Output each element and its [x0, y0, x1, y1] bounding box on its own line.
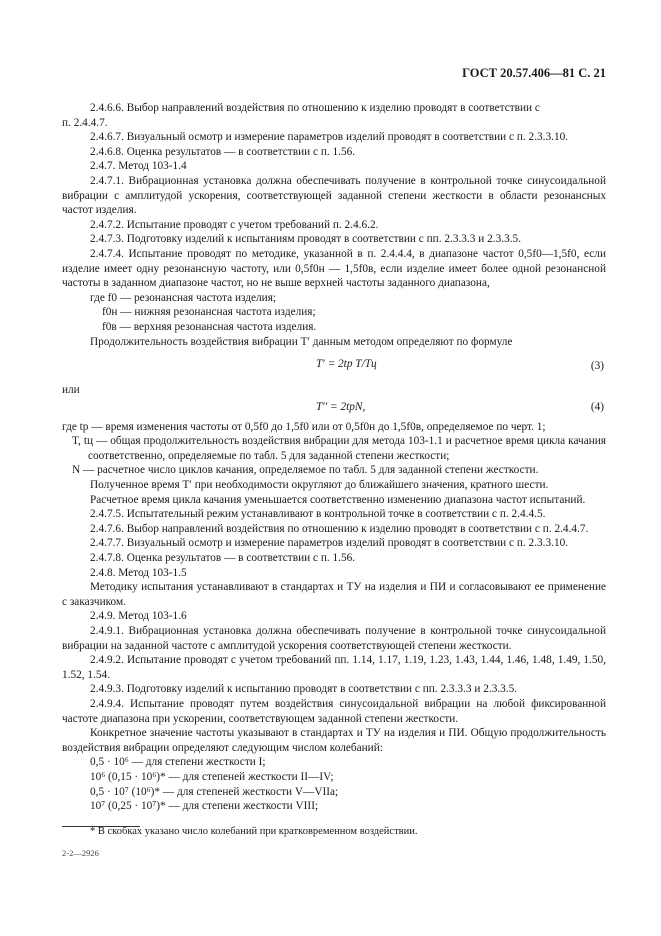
paragraph-2-4-7-7: 2.4.7.7. Визуальный осмотр и измерение параметров изделий проводят в соответствии с п. 2.3.3.10. — [90, 537, 569, 550]
formula-4-number: (4) — [590, 400, 604, 413]
cycle-text: Расчетное время цикла качания уменьшается соответственно изменению диапазона частот испытаний. — [90, 493, 586, 506]
paragraph-2-4-7-3: 2.4.7.3. Подготовку изделий к испытаниям проводят в соответствии с пп. 2.3.3.3 и 2.3.3.5. — [90, 233, 522, 246]
paragraph-2-4-8-text: Методику испытания устанавливают в стандартах и ТУ на изделия и ПИ и согласовывают ее применение с заказчиком. — [62, 581, 606, 608]
paragraph-2-4-6-8: 2.4.6.8. Оценка результатов — в соответствии с п. 1.56. — [90, 145, 356, 158]
footnote: * В скобках указано число колебаний при кратковременном воздействии. — [90, 826, 418, 837]
where-t-tc: T, tц — общая продолжительность воздействия вибрации для метода 103-1.1 и расчетное время цикла качания соответственно, определяемые по табл. 5 для заданной степени жесткости; — [72, 435, 606, 462]
formula-4-expression: T′′ = 2tpN, — [316, 400, 366, 413]
formula-4 — [62, 398, 606, 420]
concrete-frequency-text: Конкретное значение частоты указывают в стандартах и ТУ на изделия и ПИ. Общую продолжительность воздействия вибрации определяют следующим числом колебаний: — [62, 727, 606, 754]
paragraph-2-4-7-2: 2.4.7.2. Испытание проводят с учетом требований п. 2.4.6.2. — [90, 218, 379, 231]
paragraph-2-4-7-6: 2.4.7.6. Выбор направлений воздействия по отношению к изделию проводят в соответствии с п. 2.4.4.7. — [90, 522, 589, 535]
formula-3 — [62, 349, 606, 383]
paragraph-2-4-9-1: 2.4.9.1. Вибрационная установка должна обеспечивать получение в контрольной точке синусоидальной вибрации на заданной частоте с амплитудой ускорения соответствующей степени жесткости. — [62, 625, 606, 652]
list-item: 10⁷ (0,25 · 10⁷)* — для степени жесткости VIII; — [90, 800, 319, 813]
legend-f0: где f0 — резонансная частота изделия; — [90, 291, 277, 304]
paragraph-2-4-6-6: 2.4.6.6. Выбор направлений воздействия по отношению к изделию проводят в соответствии с — [90, 102, 540, 114]
duration-intro: Продолжительность воздействия вибрации T′ данным методом определяют по формуле — [90, 335, 513, 348]
section-heading-2-4-9: 2.4.9. Метод 103-1.6 — [90, 610, 187, 623]
paragraph-2-4-7-8: 2.4.7.8. Оценка результатов — в соответствии с п. 1.56. — [90, 552, 356, 565]
page-header: ГОСТ 20.57.406—81 С. 21 — [462, 66, 606, 80]
paragraph-2-4-7-5: 2.4.7.5. Испытательный режим устанавливают в контрольной точке в соответствии с п. 2.4.4.5. — [90, 508, 546, 521]
print-mark: 2-2—2926 — [62, 848, 99, 858]
paragraph-2-4-7-4: 2.4.7.4. Испытание проводят по методике, указанной в п. 2.4.4.4, в диапазоне частот 0,5f0—1,5f0, если изделие имеет одну резонансную частоту, или 0,5f0н — 1,5f0в, если изделие имеет более одной резонансной частоты в заданном диапазоне частот, но не выше верхней частоты заданного диапазона, — [62, 247, 606, 290]
where-tp: где tp — время изменения частоты от 0,5f0 до 1,5f0 или от 0,5f0н до 1,5f0в, определяемое по черт. 1; — [62, 420, 546, 433]
list-item: 0,5 · 10⁶ — для степени жесткости I; — [90, 756, 266, 769]
document-body — [62, 101, 606, 814]
or-text: или — [62, 384, 80, 397]
where-n: N — расчетное число циклов качания, определяемое по табл. 5 для заданной степени жесткости. — [72, 464, 539, 477]
formula-3-expression: T′ = 2tp T/Tц — [316, 358, 377, 371]
paragraph-2-4-7-1: 2.4.7.1. Вибрационная установка должна обеспечивать получение в контрольной точке синусоидальной вибрации с амплитудой ускорения, соответствующей заданной степени жесткости в области резонансных частот изделия. — [62, 174, 606, 217]
paragraph-2-4-9-4: 2.4.9.4. Испытание проводят путем воздействия синусоидальной вибрации на любой фиксированной частоте диапазона при ускорении, соответствующем заданной степени жесткости. — [62, 697, 606, 725]
legend-f0v: f0в — верхняя резонансная частота изделия. — [102, 320, 317, 333]
list-item: 0,5 · 10⁷ (10⁶)* — для степеней жесткости V—VIIa; — [90, 785, 339, 798]
section-heading-2-4-7: 2.4.7. Метод 103-1.4 — [90, 160, 187, 173]
paragraph-2-4-6-7: 2.4.6.7. Визуальный осмотр и измерение параметров изделий проводят в соответствии с п. 2.3.3.10. — [90, 131, 569, 144]
paragraph-2-4-6-6-cont: п. 2.4.4.7. — [62, 116, 108, 129]
legend-f0n: f0н — нижняя резонансная частота изделия; — [102, 306, 316, 319]
paragraph-2-4-9-3: 2.4.9.3. Подготовку изделий к испытанию проводят в соответствии с пп. 2.3.3.3 и 2.3.3.5. — [90, 683, 518, 696]
formula-3-number: (3) — [590, 360, 604, 373]
paragraph-2-4-9-2: 2.4.9.2. Испытание проводят с учетом требований пп. 1.14, 1.17, 1.19, 1.23, 1.43, 1.44, 1.46, 1.48, 1.49, 1.50, 1.52, 1.54. — [62, 654, 606, 681]
list-item: 10⁶ (0,15 · 10⁶)* — для степеней жесткости II—IV; — [90, 770, 334, 783]
section-heading-2-4-8: 2.4.8. Метод 103-1.5 — [90, 566, 187, 579]
rounding-text: Полученное время T′ при необходимости округляют до ближайшего значения, кратного шести. — [90, 479, 549, 492]
